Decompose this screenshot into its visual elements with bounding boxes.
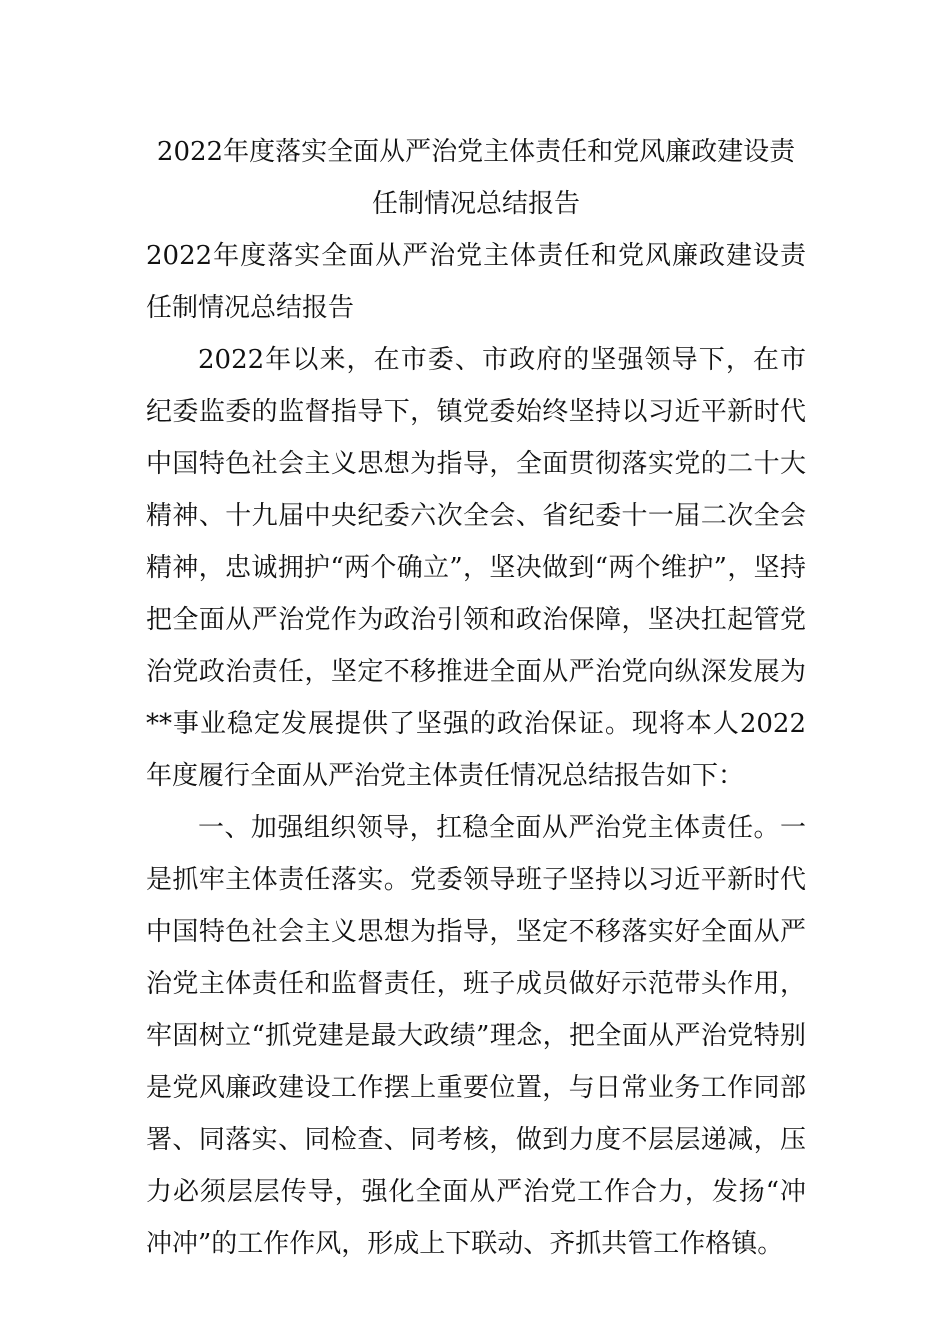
document-title: 2022年度落实全面从严治党主体责任和党风廉政建设责任制情况总结报告 bbox=[156, 137, 796, 219]
document-page bbox=[146, 126, 806, 1270]
body-paragraph-2: 一、加强组织领导，扛稳全面从严治党主体责任。一是抓牢主体责任落实。党委领导班子坚持以习近平新时代中国特色社会主义思想为指导，坚定不移落实好全面从严治党主体责任和监督责任，班子成员做好示范带头作用，牢固树立“抓党建是最大政绩”理念，把全面从严治党特别是党风廉政建设工作摆上重要位置，与日常业务工作同部署、同落实、同检查、同考核，做到力度不层层递减，压力必须层层传导，强化全面从严治党工作合力，发扬“冲冲冲”的工作作风，形成上下联动、齐抓共管工作格镇。 bbox=[146, 813, 806, 1259]
body-paragraph-1: 2022年以来，在市委、市政府的坚强领导下，在市纪委监委的监督指导下，镇党委始终坚持以习近平新时代中国特色社会主义思想为指导，全面贯彻落实党的二十大精神、十九届中央纪委六次全会、省纪委十一届二次全会精神，忠诚拥护“两个确立”，坚决做到“两个维护”，坚持把全面从严治党作为政治引领和政治保障，坚决扛起管党治党政治责任，坚定不移推进全面从严治党向纵深发展为**事业稳定发展提供了坚强的政治保证。现将本人2022年度履行全面从严治党主体责任情况总结报告如下： bbox=[146, 345, 806, 791]
document-subtitle: 2022年度落实全面从严治党主体责任和党风廉政建设责任制情况总结报告 bbox=[146, 241, 806, 323]
